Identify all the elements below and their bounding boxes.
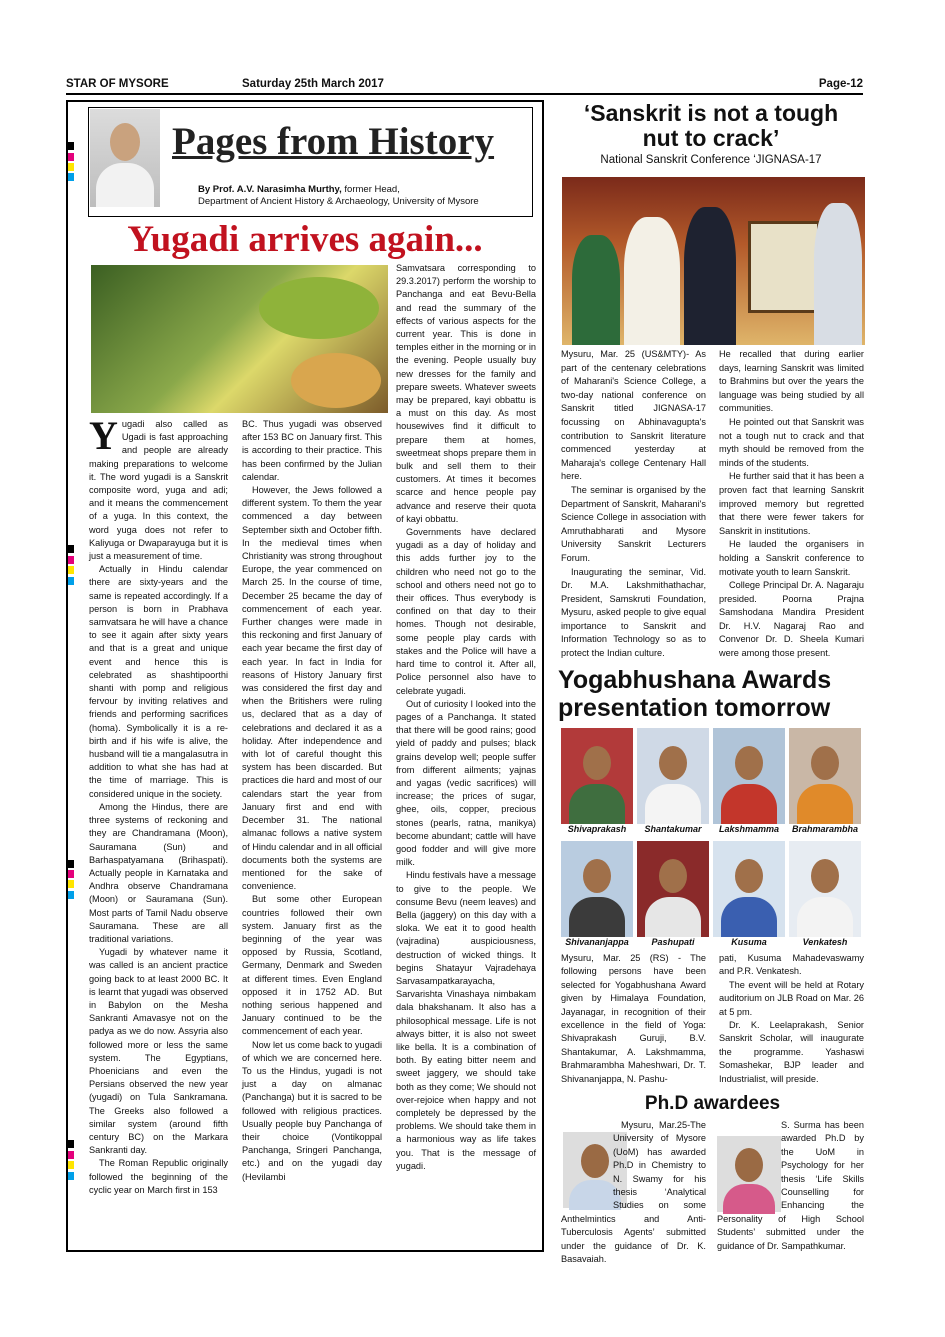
yogabhushana-column-2 [719,952,864,1086]
awardee-name: Pashupati [651,937,695,947]
paragraph: However, the Jews followed a different system. To them the year commenced a day between September sixth and October fifth. In the medieval times when Christianity was strong throughout Europe, the year commenced on March 25. In the course of time, December 25 became the day of commencement of each year. Further changes were made in this reckoning and first January of each year became the first day of each year. In fact in India for reasons of History January first was considered the first day and when the Britishers were ruling us, declared that as a day of celebrations and declared it as a holiday. After independence and with lot of careful thought this system has been discarded. But practices die hard and most of our calendars start the year from January first and end with December 31. The national almanac follows a native system of Hindu calendar and in all official documents both the systems are mentioned for the sake of convenience. [242,485,382,892]
article-headline: Yugadi arrives again... [127,219,483,260]
history-column-1 [89,413,228,1197]
sanskrit-subhead: National Sanskrit Conference ‘JIGNASA-17 [600,154,822,166]
paragraph: Actually in Hindu calendar there are sixty-years and the same is repeated accordingly. If a person is born in Prabhava samvatsara he will have a chance to see it again after sixty years and that is a great and unique event and hence this is celebrated as shashtipoorthi shanti with pomp and religious fervour by inviting relatives and friends and performing sacrifices (homa). Symbolically it is a re-birth and if his wife is alive, the husband will tie a mangalasutra in addition to what she has had at the time of marriage. This is considered unique in the society. [89,564,228,799]
paragraph: Among the Hindus, there are three systems of reckoning and they are Chandramana (Moon), Sauramana (Sun) and Barhaspatyamana (Brihaspati). Actually people in Karnataka and Andhra observe Chandramana (Moon) or Sauramana (Sun). Most parts of Tamil Nadu observe Sauramana. These are all traditional variations. [89,801,228,944]
paragraph: pati, Kusuma Mahadevaswamy and P.R. Venkatesh. [719,953,864,977]
awardee-name: Kusuma [731,937,767,947]
awardee-photo [789,728,861,824]
paragraph: The seminar is organised by the Department of Sanskrit, Maharani's Science College in association with Amruthabharati and Mysore University Sanskrit Lecturers Forum. [561,484,706,563]
neem-mango-photo [91,265,388,413]
paragraph: He recalled that during earlier days, learning Sanskrit was limited to Brahmins but over the years the language was being studied by all communities. [719,349,864,414]
yogabhushana-column-1 [561,952,706,1086]
paragraph: Mysuru, Mar. 25 (US&MTY)- As part of the centenary celebrations of Maharani's Science College, a two-day national conference on Sanskrit titled JIGNASA-17 focussing on Abhinavagupta's contribution to Sanskrit literature commenced yesterday at Maharaja's college Centenary Hall here. [561,349,706,482]
awardee-name: Shantakumar [644,824,702,834]
awardee-photo [713,841,785,937]
awardee-name: Brahmarambha [791,824,859,834]
history-column-3 [396,262,536,1173]
awardee-photo [713,728,785,824]
awardee-photo [637,728,709,824]
conference-photo [562,177,865,345]
yogabhushana-headline: Yogabhushana Awards presentation tomorrow [558,666,832,722]
paragraph: Mysuru, Mar.25-The University of Mysore (UoM) has awarded Ph.D in Chemistry to N. Swamy for his thesis ‘Analytical Studies on some Anthelmintics and Anti-Tuberculosis Agents’ submitted under the guidance of Dr. K. Basavaiah. [561,1120,706,1265]
paragraph: Mysuru, Mar. 25 (RS) - The following persons have been selected for Yogabhushana Award given by Himalaya Foundation, Jayanagar, in recognition of their excellence in the field of Yoga: Shivaprakash Guruji, B.V. Shantakumar, A. Lakshmamma, Brahmarambha Maheshwari, Dr. T. Shivananjappa, N. Pashu- [561,953,706,1084]
awardee-name: Venkatesh [802,937,848,947]
sanskrit-column-2 [719,348,864,661]
section-title: Pages from History [172,120,495,163]
newspaper-name: STAR OF MYSORE [66,78,169,90]
awardee-name: Lakshmamma [718,824,780,834]
paragraph: Samvatsara corresponding to 29.3.2017) perform the worship to Panchanga and eat Bevu-Bella and read the summary of the effects of various aspects for the current year. This is done in temples either in the morning or in the evening. People usually buy new dresses for the family and prepare sweets. Whatever sweets may be prepared, kayi obbattu is a must on this day. As most housewives find it difficult to prepare them at homes, sweetmeat shops prepare them in bulk and sell them to their customers. At times it becomes scarce and hence people pay advance and reserve their quota of kayi obbattu. [396,263,536,524]
paragraph: He further said that it has been a proven fact that learning Sanskrit improved memory but regretted that there were fewer takers for Sanskrit in institutions. [719,471,864,536]
paragraph: Inaugurating the seminar, Vid. Dr. M.A. Lakshmithathachar, President, Samskruti Foundation, Mysuru, asked people to give equal importance to Sanskrit and Information Technology so as to protect the Indian culture. [561,566,706,659]
phd-headline: Ph.D awardees [644,1093,781,1114]
paragraph: Hindu festivals have a message to give to the people. We consume Bevu (neem leaves) and Bella (jaggery) on this day with a sloka. We eat it to good health (vajradina) auspiciousness, destruction of wicked things. It begins Shatayur Vajradehaya Sarvasampatkarayacha, Sarvarishta Vinashaya nimbakam dala bhakshanam. It also has a philosophical message. Life is not always bitter, it is also not sweet like bella. It is a combination of both. By eating bitter neem and sweet jaggery, we should take both as they come; We should not over-rejoice when happy and not completely be depressed by the problems. We should take them in a harmonious way as life takes you. That is the message of yugadi. [396,870,536,1171]
paragraph: College Principal Dr. A. Nagaraju presided. Poorna Prajna Samshodana Mandira President Dr. H.V. Nagaraj Rao and Convenor Dr. D. Sheela Kumari were among those present. [719,580,864,659]
awardee-photo [789,841,861,937]
author-portrait [90,109,160,207]
paragraph: Yugadi also called as Ugadi is fast approaching and people are already making preparations to welcome it. The word yugadi is a Sanskrit composite word, yuga and adi; and it means the commencement of a yuga. In this context, the word yuga does not refer to Kaliyuga or Dwaparayuga but it is just a measurement of time. [89,413,228,562]
paragraph: The event will be held at Rotary auditorium on JLB Road on Mar. 26 at 5 pm. [719,979,864,1017]
paragraph: BC. Thus yugadi was observed after 153 BC on January first. This is according to their practice. This has been confirmed by the Julian calendar. [242,419,382,482]
awardee-photo [561,841,633,937]
paragraph: S. Surma has been awarded Ph.D by the UoM in Psychology for her thesis ‘Life Skills Counselling for Enhancing the Personality of High School Students’ submitted under the guidance of Dr. Sampathkumar. [717,1120,864,1251]
awardee-row-2 [561,841,863,949]
paragraph: Governments have declared yugadi as a day of holiday and this adds further joy to the children who need not go to the school and others need not go to their offices. Thus everybody is confined on that day to their homes. Though not desirable, some people play cards with stakes and the Police will have a hard time to control it. After all, Police personnel also have to celebrate yugadi. [396,527,536,696]
paragraph: Yugadi by whatever name it was called is an ancient practice going back to at least 2000 BC. It is learnt that yugadi was observed in Babylon on the Mesha Sankranti Amavasye not on the padya as we do now. Assyria also followed more or less the same system. The Egyptians, Phoenicians and even the Persians observed the new year (yugadi) on Tula Sankramana. The Greeks also followed a similar system (around fifth century BC) on the Markara Sankranti day. [89,947,228,1156]
sanskrit-column-1 [561,348,706,661]
phd-swamy-text [561,1119,706,1266]
paragraph: But some other European countries followed their own system. January first as the beginning of the year was opposed by Russia, Scotland, Germany, Denmark and Sweden at different times. Even England opposed it in 1752 AD. But nothing serious happened and January continued to be the commencement of each year. [242,894,382,1037]
issue-date: Saturday 25th March 2017 [242,78,384,90]
awardee-name: Shivananjappa [565,937,629,947]
byline: By Prof. A.V. Narasimha Murthy, former Head, Department of Ancient History & Archaeology, University of Mysore [198,184,479,207]
paragraph: Now let us come back to yugadi of which we are concerned here. To us the Hindus, yugadi is not just a day on almanac (Panchanga) but it is sacred to be followed with religious practices. Usually people buy Panchanga of their choice (Vontikoppal Panchanga, Sringeri Panchanga, etc.) and on the yugadi day (Hevilambi [242,1039,382,1182]
sanskrit-headline: ‘Sanskrit is not a tough nut to crack’ [583,100,839,151]
history-column-2 [242,418,382,1184]
awardee-name: Shivaprakash [567,824,627,834]
page-number: Page-12 [818,78,863,90]
phd-surma-text [717,1119,864,1253]
paragraph: Dr. K. Leelaprakash, Senior Sanskrit Scholar, will inaugurate the programme. Yashaswi Somashekar, BJP leader and Industrialist, will preside. [719,1020,864,1084]
awardee-photo [561,728,633,824]
paragraph: He pointed out that Sanskrit was not a tough nut to crack and that myth should be removed from the minds of the students. [719,416,864,468]
page-header [66,77,863,95]
paragraph: Out of curiosity I looked into the pages of a Panchanga. It stated that there will be good rains; good yield of paddy and pulses; black grains develop well; people suffer from different ailments; yajnas and yagas (vedic sacrifices) will increase; the prices of sugar, ghee, oils, copper, precious stones (pearls, ratna, manikya) become abundant; cattle will have good fodder and will give more milk. [396,698,536,868]
paragraph: He lauded the organisers in holding a Sanskrit conference to motivate youth to learn Sanskrit. [719,539,864,577]
awardee-row-1 [561,728,863,836]
paragraph: The Roman Republic originally followed the beginning of the cyclic year on March first in 153 [89,1158,228,1195]
awardee-photo [637,841,709,937]
